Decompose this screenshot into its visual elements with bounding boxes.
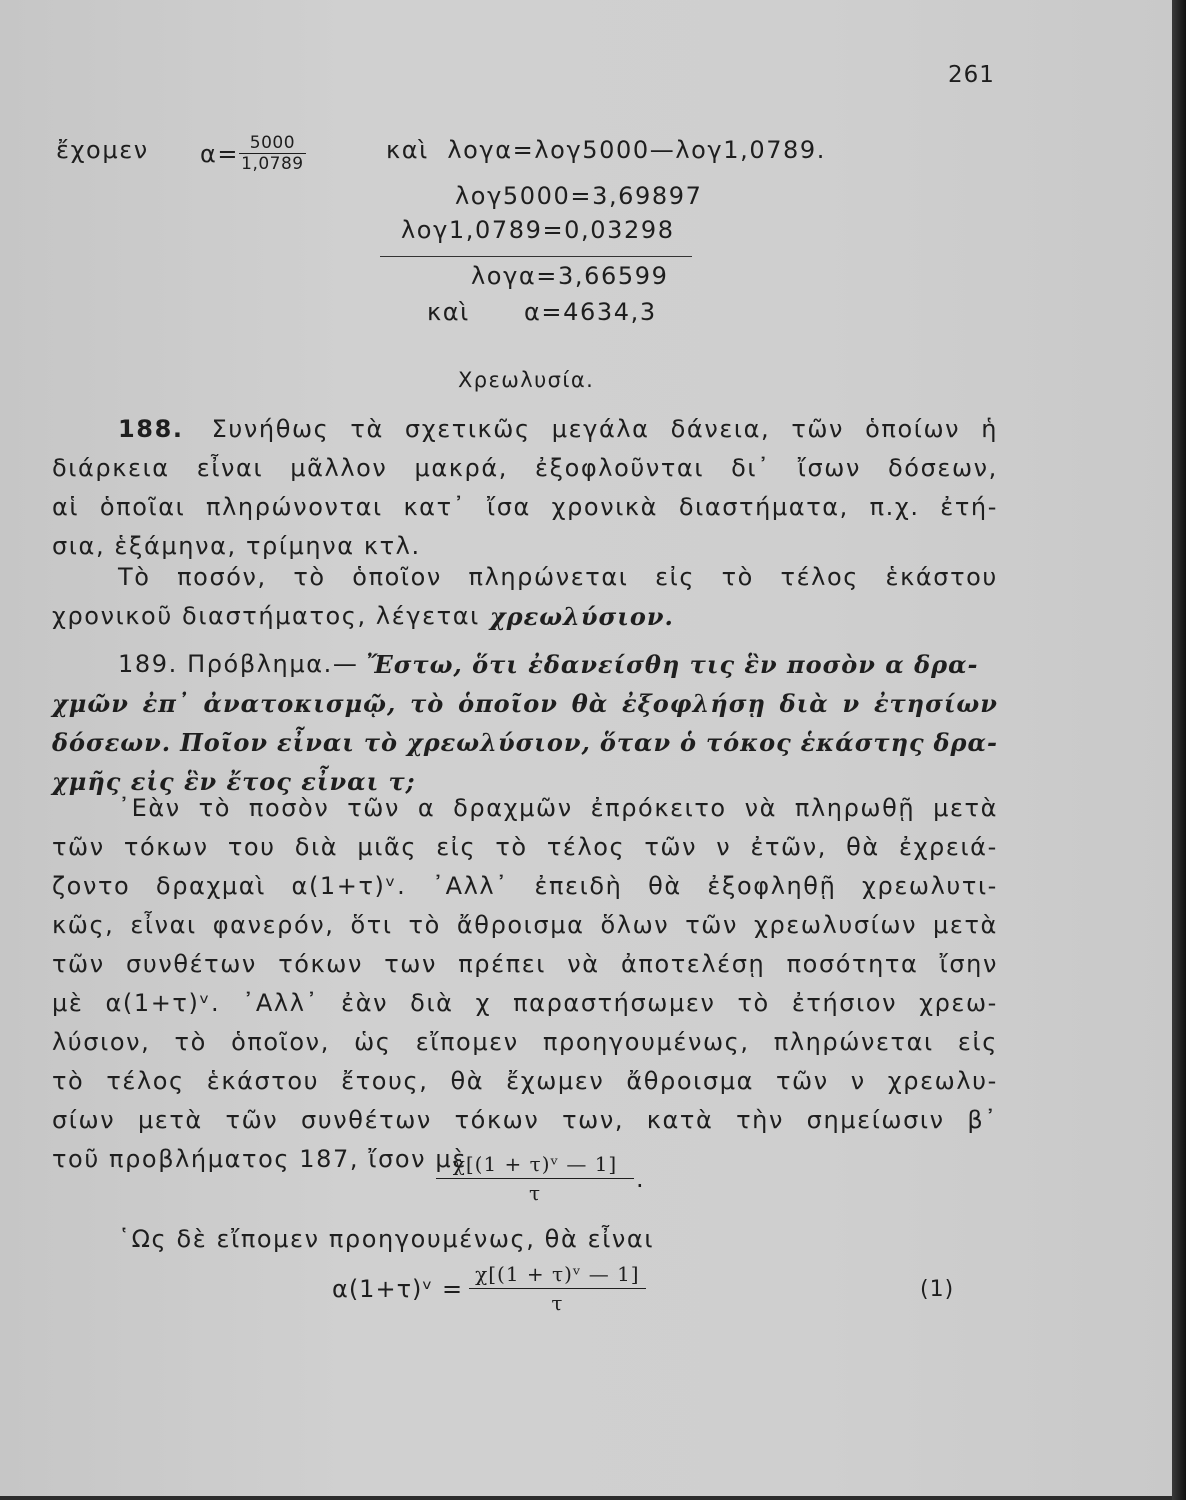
word: ᾿Αλλ᾿ [242, 989, 320, 1017]
word: ὁποῖον [458, 689, 558, 718]
section-heading: Χρεωλυσία. [458, 368, 595, 392]
word: πληρώνεται [773, 1028, 934, 1056]
word: διὰ [294, 833, 339, 861]
top-equation-lead: ἔχομεν [56, 136, 149, 164]
p188-line-4: σια, ἑξάμηνα, τρίμηνα κτλ. [52, 532, 421, 560]
word: πληρώνεται [468, 563, 629, 591]
word: α(1+τ)ᵛ. [105, 989, 221, 1017]
problem-line-4: χμῆς εἰς ἓν ἔτος εἶναι τ; [52, 767, 416, 796]
word: ἐπ᾿ [142, 689, 190, 718]
word: δραχμαὶ [155, 872, 266, 900]
word: ν [842, 689, 861, 718]
word: Τὸ [118, 563, 151, 591]
top-equation-rest: καὶ λογα=λογ5000—λογ1,0789. [386, 136, 827, 164]
word: τῶν [52, 833, 105, 861]
problem-line-2 [52, 684, 998, 723]
word: ἐὰν [341, 989, 389, 1017]
word: τὸ [721, 563, 754, 591]
word: ὅλων [600, 911, 670, 939]
solution-line-7 [52, 1023, 998, 1062]
final-alpha-value: α=4634,3 [524, 298, 657, 326]
word: τῶν [347, 794, 400, 822]
word: θὰ [846, 833, 880, 861]
paragraph-solution [52, 789, 998, 1179]
word: ὁποῖον [352, 563, 442, 591]
word: χρεωλυτι- [862, 872, 998, 900]
word: διὰ [410, 989, 454, 1017]
word: ὁποίων [865, 415, 961, 443]
word: μιᾶς [357, 833, 418, 861]
word: ἐξοφλήσῃ [621, 689, 766, 718]
word: του [227, 833, 276, 861]
definition-line-2 [52, 597, 998, 636]
word: διὰ [779, 689, 829, 718]
word: ν [716, 833, 732, 861]
solution-line-10: τοῦ προβλήματος 187, ἴσον μὲ [52, 1145, 467, 1173]
word: χρεω- [919, 989, 998, 1017]
log-result: λογα=3,66599 [471, 262, 669, 290]
equation-1-denominator: τ [469, 1288, 645, 1315]
word: εἰς [957, 1028, 998, 1056]
page-number: 261 [948, 62, 995, 88]
word: θὰ [648, 872, 682, 900]
word: τὸ [363, 728, 398, 757]
word: δόσεων, [888, 454, 998, 482]
word: τόκων [278, 950, 363, 978]
word: κατ᾿ [403, 493, 467, 521]
word: μετὰ [137, 1106, 203, 1134]
word: εἶναι [276, 728, 355, 757]
word: ἴσων [797, 454, 861, 482]
problem-line-1-text: Ἔστω, ὅτι ἐδανείσθη τις ἓν ποσὸν α δρα- [366, 650, 979, 679]
word: εἰς [436, 833, 477, 861]
word: πρέπει [458, 950, 547, 978]
word: ποσὸν [248, 794, 330, 822]
word: νὰ [567, 950, 600, 978]
word: τὸ [737, 989, 770, 1017]
word: ἄθροισμα [626, 1067, 754, 1095]
p188-line-3 [52, 488, 998, 527]
word: των [384, 950, 437, 978]
p188-number: 188. [118, 415, 184, 443]
word: κῶς, [52, 911, 115, 939]
log-line-2: λογ1,0789=0,03298 [401, 216, 675, 244]
solution-line-4 [52, 906, 998, 945]
word: ἐξοφληθῇ [707, 872, 837, 900]
word: ὅτι [350, 911, 393, 939]
word: ἑκάστου [885, 563, 998, 591]
word: π.χ. [869, 493, 920, 521]
word: ἴσην [939, 950, 998, 978]
paragraph-188 [52, 410, 998, 566]
word: αἱ [52, 493, 80, 521]
word: τὴν [736, 1106, 784, 1134]
word: φανερόν, [212, 911, 335, 939]
solution-line-1 [52, 789, 998, 828]
fraction-numerator: 5000 [249, 133, 296, 153]
word: χρεωλυσίων [753, 911, 918, 939]
word: μετὰ [933, 794, 998, 822]
equation-1-numerator: χ[(1 + τ)ᵛ — 1] [475, 1262, 640, 1286]
word: τὸ [495, 833, 528, 861]
word: Ποῖον [180, 728, 269, 757]
p188-line-1 [52, 410, 998, 449]
word: ζοντο [52, 872, 131, 900]
word: τόκος [705, 728, 792, 757]
p189-line-1 [52, 645, 998, 684]
word: ἡ [981, 415, 998, 443]
sum-rule [380, 256, 692, 257]
alpha-equals: α= [200, 139, 240, 168]
word: διάρκεια [52, 454, 170, 482]
word: θὰ [571, 689, 609, 718]
word: τὸ [408, 911, 441, 939]
word: τὸ [293, 563, 326, 591]
word: τέλος [780, 563, 859, 591]
word: μετὰ [933, 911, 998, 939]
equation-1-lhs: α(1+τ)ᵛ = [332, 1274, 464, 1303]
word: ᾿Εὰν [118, 794, 181, 822]
word: ἄθροισμα [456, 911, 585, 939]
word: ποσότητα [786, 950, 919, 978]
word: χρεωλύσιον, [406, 728, 591, 757]
word: εἴπομεν [415, 1028, 519, 1056]
equation-1 [332, 1262, 646, 1315]
word: τῶν [776, 1067, 829, 1095]
log-line-1: λογ5000=3,69897 [455, 182, 703, 210]
word: ἀποτελέσῃ [620, 950, 766, 978]
paragraph-189-problem [52, 645, 998, 801]
word: α [417, 794, 436, 822]
word: ἑκάστου [206, 1067, 320, 1095]
word: τῶν [52, 950, 105, 978]
word: των, [562, 1106, 625, 1134]
word: σίων [52, 1106, 116, 1134]
word: ὡς [354, 1028, 392, 1056]
word: ὁποῖον, [231, 1028, 330, 1056]
sum-formula-period: . [636, 1164, 645, 1193]
word: τῶν [225, 1106, 279, 1134]
word: χμῶν [52, 689, 129, 718]
word: θὰ [450, 1067, 485, 1095]
word: ἐξοφλοῦνται [535, 454, 705, 482]
word: διαστήματα, [678, 493, 849, 521]
word: ἐχρειά- [899, 833, 998, 861]
word: μεγάλα [551, 415, 650, 443]
word: τέλος [106, 1067, 185, 1095]
word: δόσεων. [52, 728, 172, 757]
solution-line-6 [52, 984, 998, 1023]
word: εἰς [655, 563, 696, 591]
word: ὁ [680, 728, 698, 757]
word: χρεωλυ- [887, 1067, 998, 1095]
transition-line: ῾Ως δὲ εἴπομεν προηγουμένως, θὰ εἶναι [118, 1225, 655, 1253]
word: ἐτήσιον [791, 989, 898, 1017]
word: σημείωσιν [806, 1106, 945, 1134]
word: ἴσα [486, 493, 531, 521]
word: ἔχωμεν [506, 1067, 605, 1095]
solution-line-8 [52, 1062, 998, 1101]
word: μὲ [52, 989, 84, 1017]
paragraph-definition [52, 558, 998, 636]
word: τὸ [410, 689, 445, 718]
word: τὰ [350, 415, 384, 443]
word: χ [475, 989, 492, 1017]
definition-line-2-text: χρονικοῦ διαστήματος, λέγεται [52, 602, 480, 630]
word: εἶναι [196, 454, 264, 482]
sum-fraction [436, 1152, 634, 1205]
word: ν [850, 1067, 866, 1095]
word: μᾶλλον [290, 454, 388, 482]
word: τὸ [198, 794, 232, 822]
word: ἐπειδὴ [534, 872, 623, 900]
word: τὸ [52, 1067, 85, 1095]
word: προηγουμένως, [542, 1028, 750, 1056]
word: τόκων [454, 1106, 540, 1134]
solution-line-5 [52, 945, 998, 984]
solution-line-9 [52, 1101, 998, 1140]
sum-formula [436, 1152, 645, 1205]
word: ποσόν, [177, 563, 267, 591]
word: δραχμῶν [453, 794, 573, 822]
problem-label: 189. Πρόβλημα.— [118, 650, 359, 678]
word: νὰ [744, 794, 778, 822]
word: πληρωθῇ [794, 794, 916, 822]
word: ὁποῖαι [99, 493, 186, 521]
word: δάνεια, [670, 415, 771, 443]
word: πληρώνονται [206, 493, 383, 521]
word: ἐτησίων [873, 689, 998, 718]
word: τέλος [546, 833, 626, 861]
solution-line-2 [52, 828, 998, 867]
paragraph-transition [52, 1220, 998, 1259]
word: ἔτους, [341, 1067, 429, 1095]
word: δρα- [933, 728, 998, 757]
word: κατὰ [646, 1106, 714, 1134]
word: ἐτῶν, [750, 833, 827, 861]
word: τῶν [685, 911, 739, 939]
word: τὸ [174, 1028, 207, 1056]
word: δι᾿ [731, 454, 771, 482]
defined-term: χρεωλύσιον. [489, 602, 674, 631]
word: ὅταν [599, 728, 672, 757]
sum-fraction-denominator: τ [436, 1178, 634, 1205]
word: ἑκάστης [800, 728, 925, 757]
word: ἀνατοκισμῷ, [203, 689, 397, 718]
word: συνθέτων [301, 1106, 432, 1134]
word: λύσιον, [52, 1028, 151, 1056]
word: ἐπρόκειτο [590, 794, 727, 822]
solution-line-3 [52, 867, 998, 906]
word: ᾿Αλλ᾿ [431, 872, 509, 900]
word: μακρά, [414, 454, 508, 482]
fraction-5000-over-10789 [239, 133, 305, 174]
word: τῶν [791, 415, 845, 443]
word: β᾿ [967, 1106, 998, 1134]
problem-line-3 [52, 723, 998, 762]
final-kai: καὶ [427, 298, 470, 326]
word: συνθέτων [126, 950, 257, 978]
word: Συνήθως [211, 415, 330, 443]
equation-number: (1) [920, 1277, 955, 1302]
page-edge-shadow [1172, 0, 1186, 1500]
word: τόκων [123, 833, 209, 861]
sum-fraction-numerator: χ[(1 + τ)ᵛ — 1] [452, 1152, 618, 1176]
fraction-denominator: 1,0789 [241, 154, 304, 174]
word: παραστήσωμεν [513, 989, 716, 1017]
definition-line-1 [52, 558, 998, 597]
word: ἐτή- [940, 493, 998, 521]
word: τῶν [644, 833, 698, 861]
word: α(1+τ)ᵛ. [291, 872, 407, 900]
p188-line-2 [52, 449, 998, 488]
top-equation [200, 133, 306, 174]
p188-line-1-text [212, 410, 998, 449]
word: σχετικῶς [404, 415, 531, 443]
word: εἶναι [130, 911, 197, 939]
equation-1-fraction [469, 1262, 645, 1315]
word: χρονικὰ [551, 493, 659, 521]
